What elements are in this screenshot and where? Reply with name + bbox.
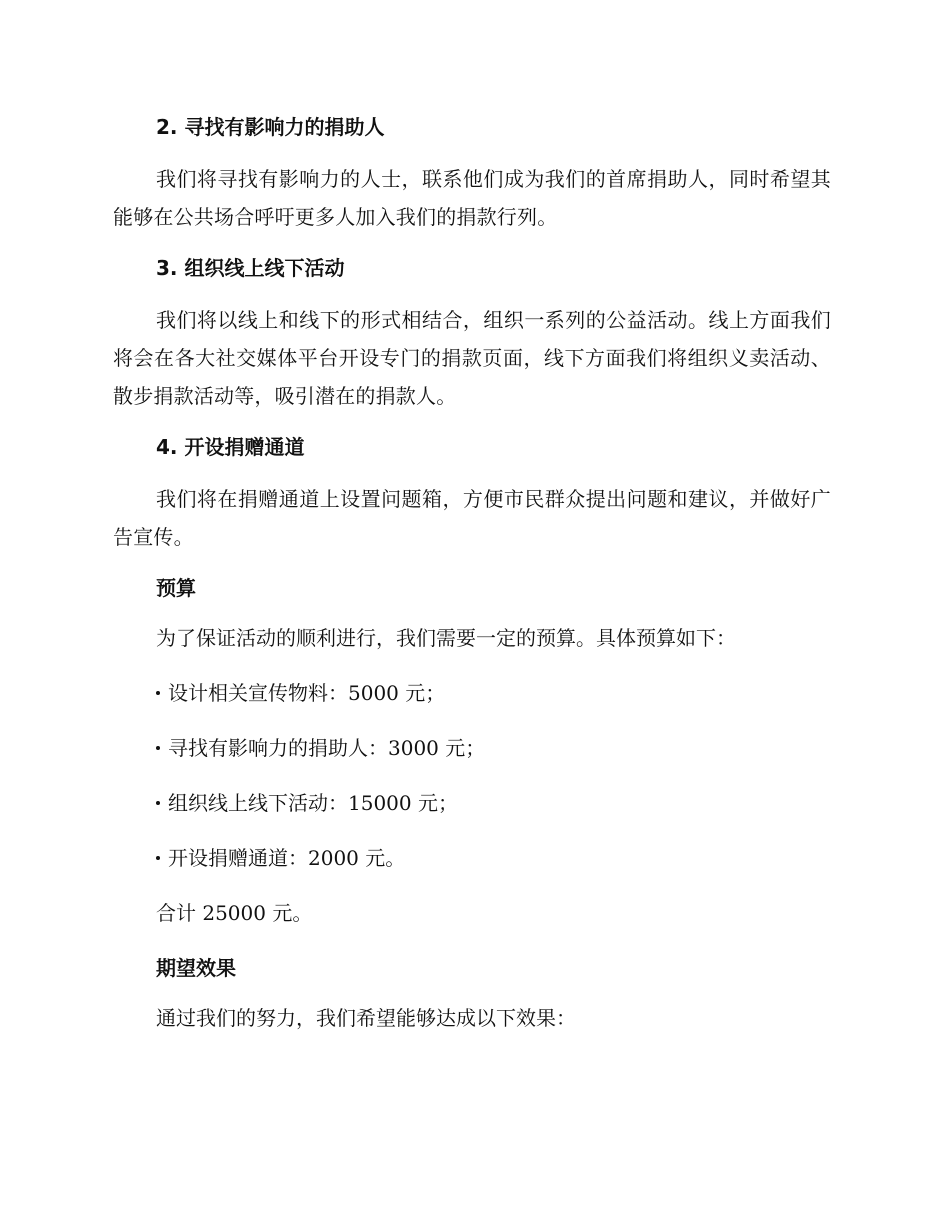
bullet-dot-icon xyxy=(156,746,160,750)
budget-item-text: 组织线上线下活动：15000 元； xyxy=(168,791,458,815)
budget-item-text: 开设捐赠通道：2000 元。 xyxy=(168,846,406,870)
section-heading-influential-donors: 2. 寻找有影响力的捐助人 xyxy=(156,115,385,139)
budget-item xyxy=(113,841,831,875)
budget-item xyxy=(113,676,831,710)
budget-item xyxy=(113,786,831,820)
budget-intro: 为了保证活动的顺利进行，我们需要一定的预算。具体预算如下： xyxy=(156,626,736,650)
section-heading-online-offline-events: 3. 组织线上线下活动 xyxy=(156,256,345,280)
expected-intro: 通过我们的努力，我们希望能够达成以下效果： xyxy=(156,1006,576,1030)
section-heading-expected-effect: 期望效果 xyxy=(156,956,236,980)
section-body-online-offline-events: 我们将以线上和线下的形式相结合，组织一系列的公益活动。线上方面我们将会在各大社交媒体平台开设专门的捐款页面，线下方面我们将组织义卖活动、散步捐款活动等，吸引潜在的捐款人。 xyxy=(113,308,831,408)
section-body-influential-donors: 我们将寻找有影响力的人士，联系他们成为我们的首席捐助人，同时希望其能够在公共场合呼吁更多人加入我们的捐款行列。 xyxy=(113,167,831,229)
section-body-donation-channel: 我们将在捐赠通道上设置问题箱，方便市民群众提出问题和建议，并做好广告宣传。 xyxy=(113,487,831,549)
document-content xyxy=(113,110,831,1056)
budget-total: 合计 25000 元。 xyxy=(156,901,313,925)
bullet-dot-icon xyxy=(156,856,160,860)
budget-item xyxy=(113,731,831,765)
budget-item-text: 设计相关宣传物料：5000 元； xyxy=(168,681,446,705)
section-heading-donation-channel: 4. 开设捐赠通道 xyxy=(156,435,305,459)
budget-item-text: 寻找有影响力的捐助人：3000 元； xyxy=(168,736,486,760)
bullet-dot-icon xyxy=(156,801,160,805)
section-heading-budget: 预算 xyxy=(156,576,196,600)
bullet-dot-icon xyxy=(156,691,160,695)
